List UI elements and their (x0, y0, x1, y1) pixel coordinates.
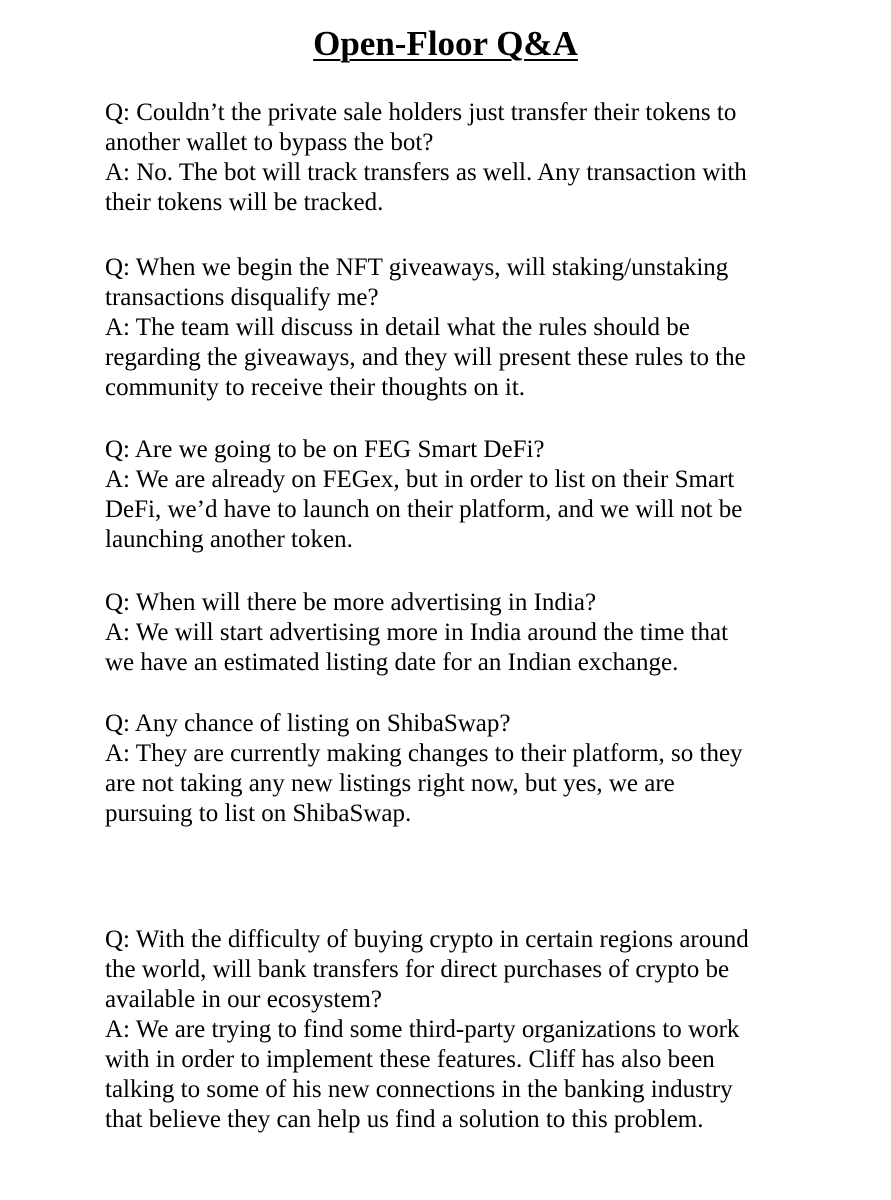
answer-line: pursuing to list on ShibaSwap. (105, 800, 412, 827)
question (105, 435, 795, 465)
question (105, 253, 795, 313)
answer-line: A: The team will discuss in detail what the rules should be (105, 314, 690, 341)
answer-line: talking to some of his new connections in the banking industry (105, 1076, 733, 1103)
answer (105, 313, 795, 403)
question (105, 925, 795, 1015)
answer-line: are not taking any new listings right now, but yes, we are (105, 770, 675, 797)
answer (105, 618, 795, 678)
question-line: transactions disqualify me? (105, 284, 379, 311)
answer (105, 739, 795, 829)
question (105, 588, 795, 618)
question-line: Q: Are we going to be on FEG Smart DeFi? (105, 436, 545, 463)
answer-line: A: They are currently making changes to their platform, so they (105, 740, 743, 767)
question-line: the world, will bank transfers for direct purchases of crypto be (105, 956, 730, 983)
answer-line: we have an estimated listing date for an Indian exchange. (105, 649, 679, 676)
answer (105, 158, 795, 218)
answer-line: A: We will start advertising more in India around the time that (105, 619, 729, 646)
question (105, 709, 795, 739)
answer-line: A: No. The bot will track transfers as well. Any transaction with (105, 159, 747, 186)
qa-item (105, 435, 795, 555)
answer-line: DeFi, we’d have to launch on their platform, and we will not be (105, 496, 743, 523)
qa-item (105, 925, 795, 1135)
question-line: Q: Any chance of listing on ShibaSwap? (105, 710, 511, 737)
answer-line: community to receive their thoughts on it. (105, 374, 526, 401)
answer-line: their tokens will be tracked. (105, 189, 384, 216)
question-line: available in our ecosystem? (105, 986, 382, 1013)
answer-line: with in order to implement these features. Cliff has also been (105, 1046, 715, 1073)
qa-item (105, 588, 795, 678)
answer (105, 465, 795, 555)
qa-item (105, 98, 795, 218)
answer-line: regarding the giveaways, and they will present these rules to the (105, 344, 746, 371)
qa-item (105, 253, 795, 403)
answer-line: A: We are already on FEGex, but in order to list on their Smart (105, 466, 735, 493)
question-line: Q: With the difficulty of buying crypto in certain regions around (105, 926, 749, 953)
question-line: another wallet to bypass the bot? (105, 129, 434, 156)
qa-item (105, 709, 795, 829)
page-title: Open-Floor Q&A (313, 24, 578, 63)
question-line: Q: When we begin the NFT giveaways, will staking/unstaking (105, 254, 729, 281)
answer-line: launching another token. (105, 526, 353, 553)
question (105, 98, 795, 158)
question-line: Q: Couldn’t the private sale holders just transfer their tokens to (105, 99, 737, 126)
answer-line: A: We are trying to find some third-party organizations to work (105, 1016, 740, 1043)
question-line: Q: When will there be more advertising in India? (105, 589, 597, 616)
answer-line: that believe they can help us find a solution to this problem. (105, 1106, 704, 1133)
answer (105, 1015, 795, 1135)
